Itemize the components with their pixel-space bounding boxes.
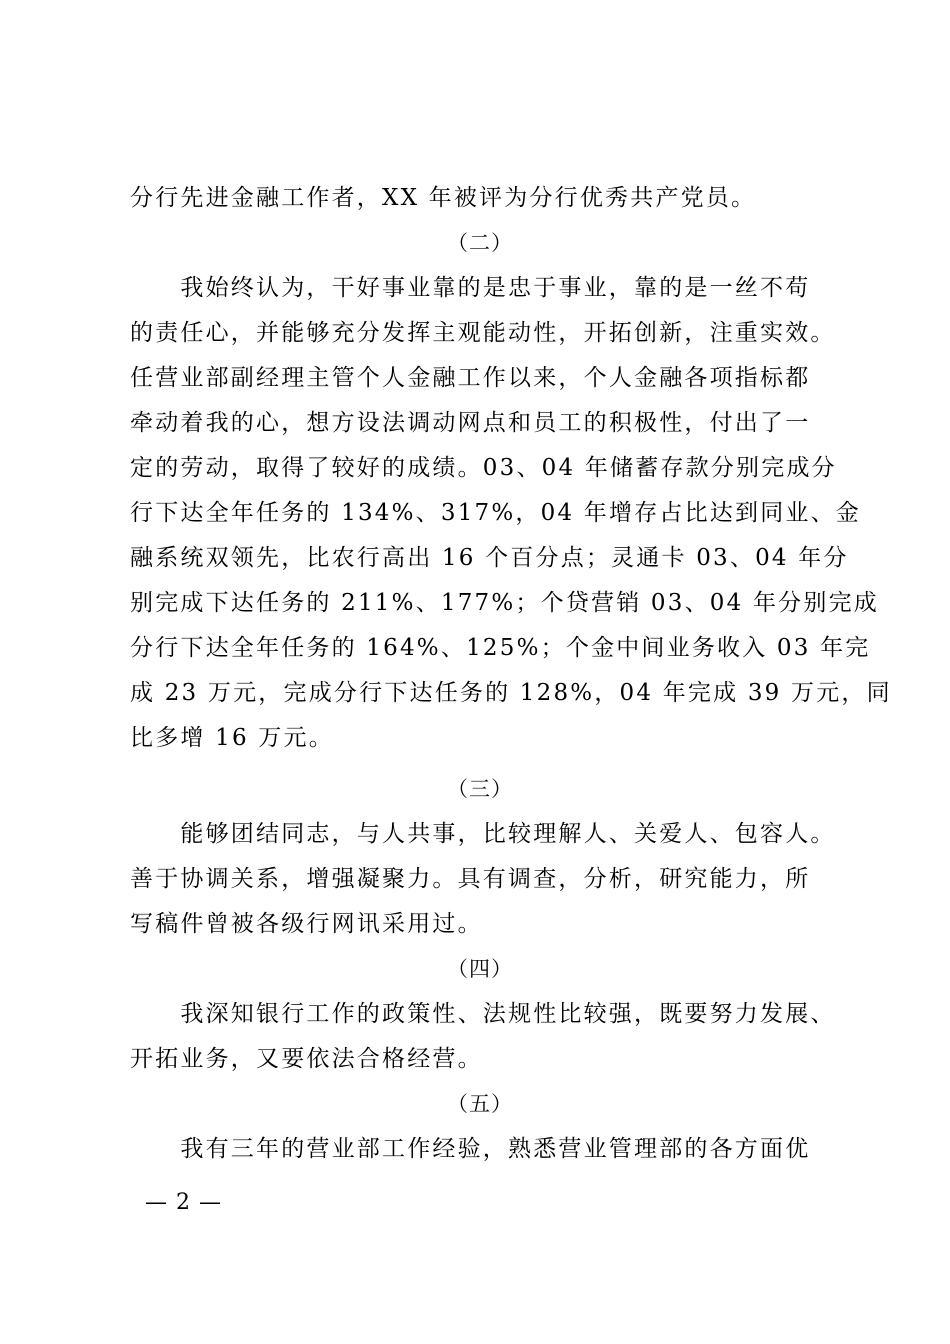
body-line: 任营业部副经理主管个人金融工作以来，个人金融各项指标都 [130, 365, 811, 391]
body-line: 善于协调关系，增强凝聚力。具有调查，分析，研究能力，所 [130, 866, 811, 892]
page-number: — 2 — [145, 1190, 222, 1215]
body-line: 我深知银行工作的政策性、法规性比较强，既要努力发展、 [130, 1001, 836, 1027]
body-line: 别完成下达任务的 211%、177%；个贷营销 03、04 年分别完成 [130, 590, 879, 616]
body-line: 开拓业务，又要依法合格经营。 [130, 1046, 483, 1072]
section-heading-2: （二） [447, 231, 513, 255]
section-heading-4: （四） [447, 957, 513, 981]
body-line: 我始终认为，干好事业靠的是忠于事业，靠的是一丝不苟 [130, 275, 811, 301]
body-line: 写稿件曾被各级行网讯采用过。 [130, 911, 483, 937]
body-line: 能够团结同志，与人共事，比较理解人、关爱人、包容人。 [130, 821, 836, 847]
body-line: 比多增 16 万元。 [130, 725, 334, 751]
body-line: 成 23 万元，完成分行下达任务的 128%，04 年完成 39 万元，同 [130, 680, 892, 706]
body-line: 融系统双领先，比农行高出 16 个百分点；灵通卡 03、04 年分 [130, 545, 849, 571]
body-line: 定的劳动，取得了较好的成绩。03、04 年储蓄存款分别完成分 [130, 455, 837, 481]
body-line: 分行先进金融工作者，XX 年被评为分行优秀共产党员。 [130, 185, 757, 211]
section-heading-3: （三） [447, 777, 513, 801]
section-heading-5: （五） [447, 1092, 513, 1116]
body-line: 我有三年的营业部工作经验，熟悉营业管理部的各方面优 [130, 1136, 811, 1162]
body-line: 的责任心，并能够充分发挥主观能动性，开拓创新，注重实效。 [130, 320, 836, 346]
body-line: 牵动着我的心，想方设法调动网点和员工的积极性，付出了一 [130, 410, 811, 436]
body-line: 行下达全年任务的 134%、317%，04 年增存占比达到同业、金 [130, 500, 861, 526]
body-line: 分行下达全年任务的 164%、125%；个金中间业务收入 03 年完 [130, 635, 871, 661]
document-body [130, 176, 892, 1172]
